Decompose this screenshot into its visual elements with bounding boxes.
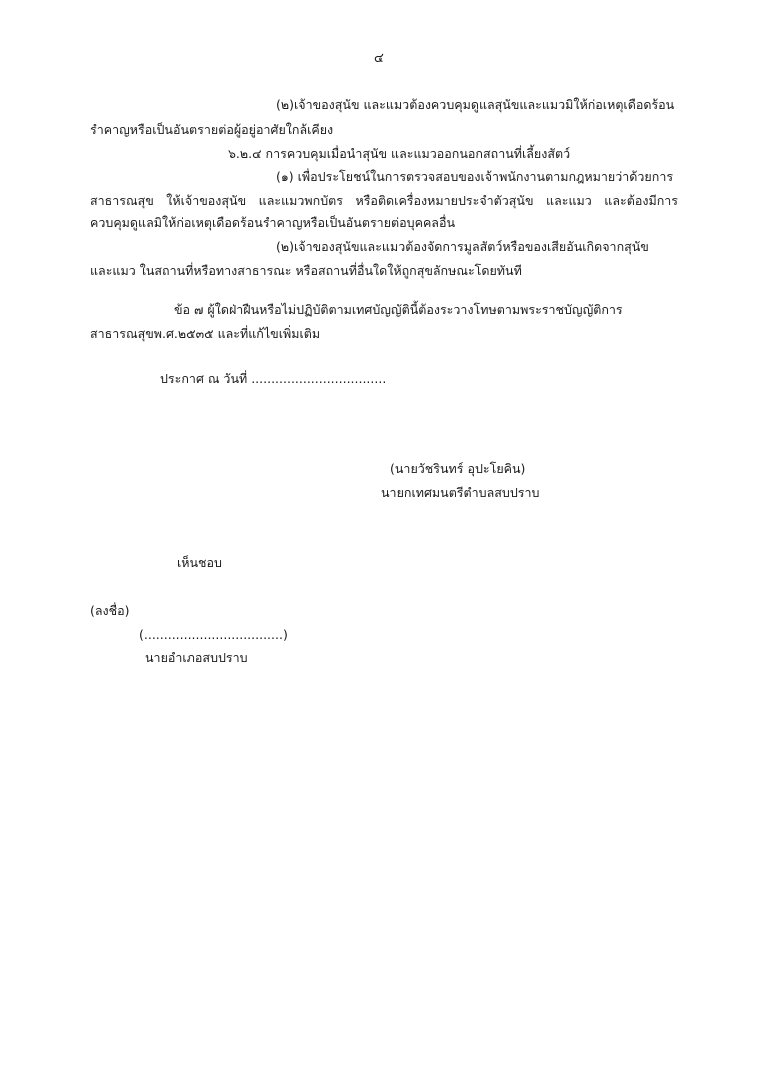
district-chief-position: นายอำเภอสบปราบ — [145, 650, 248, 665]
clause-item2b-line1: (๒)เจ้าของสุนัขและแมวต้องจัดการมูลสัตว์หรือของเสียอันเกิดจากสุนัข — [276, 239, 649, 254]
clause-item2-line1: (๒)เจ้าของสุนัข และแมวต้องควบคุมดูแลสุนัขและแมวมิให้ก่อเหตุเดือดร้อน — [276, 97, 675, 112]
mayor-name: (นายวัชรินทร์ อุปะโยคิน) — [390, 461, 526, 476]
clause-item2b-line2: และแมว ในสถานที่หรือทางสาธารณะ หรือสถานที่อื่นใดให้ถูกสุขลักษณะโดยทันที — [90, 263, 522, 278]
mayor-position: นายกเทศมนตรีตำบลสบปราบ — [381, 485, 540, 500]
clause-item1-line3: ควบคุมดูแลมิให้ก่อเหตุเดือดร้อนรำคาญหรือเป็นอันตรายต่อบุคคลอื่น — [90, 215, 456, 230]
signed-label: (ลงชื่อ) — [90, 603, 130, 618]
clause-item2-line2: รำคาญหรือเป็นอันตรายต่อผู้อยู่อาศัยใกล้เคียง — [90, 122, 334, 137]
signature-blank: (...................................) — [139, 627, 288, 642]
clause-item1-line2: สาธารณสุข ให้เจ้าของสุนัข และแมวพกบัตร หรือติดเครื่องหมายประจำตัวสุนัข และแมว และต้องมีการ — [90, 193, 678, 208]
announcement-date: ประกาศ ณ วันที่ .................................. — [160, 371, 387, 386]
article7-line1: ข้อ ๗ ผู้ใดฝ่าฝืนหรือไม่ปฏิบัติตามเทศบัญญัตินี้ต้องระวางโทษตามพระราชบัญญัติการ — [174, 302, 623, 317]
page-number: ๔ — [374, 51, 384, 66]
section-heading: ๖.๒.๔ การควบคุมเมื่อนำสุนัข และแมวออกนอกสถานที่เลี้ยงสัตว์ — [228, 146, 571, 161]
approval-label: เห็นชอบ — [177, 555, 222, 570]
article7-line2: สาธารณสุขพ.ศ.๒๕๓๕ และที่แก้ไขเพิ่มเติม — [90, 326, 321, 341]
clause-item1-line1: (๑) เพื่อประโยชน์ในการตรวจสอบของเจ้าพนักงานตามกฎหมายว่าด้วยการ — [276, 169, 674, 184]
